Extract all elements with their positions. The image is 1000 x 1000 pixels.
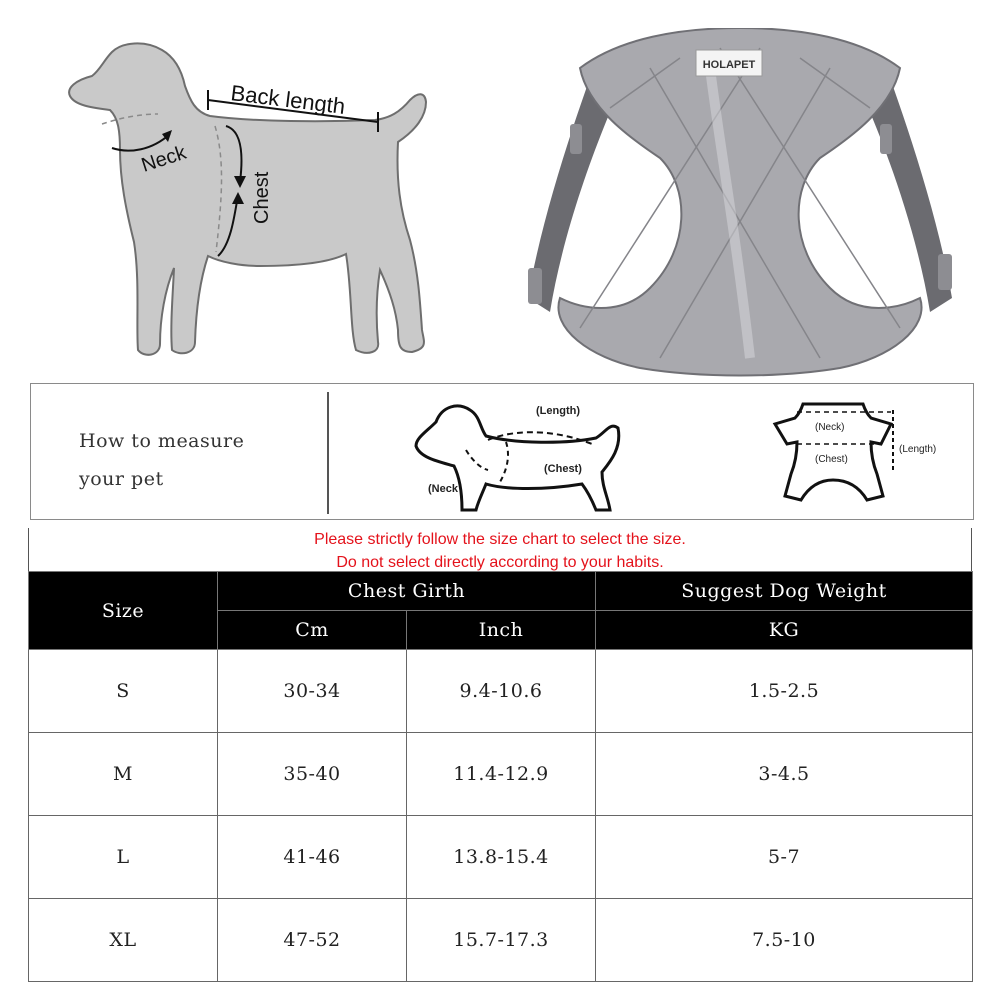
kg-cell: 3-4.5 [596,733,973,816]
neck-label: Neck [138,141,189,177]
right-upper-buckle [880,124,892,154]
weight-header: Suggest Dog Weight [596,572,973,611]
notice-line-2: Do not select directly according to your habits. [336,554,664,571]
cm-header: Cm [218,611,407,650]
table-row [29,816,973,899]
kg-cell: 5-7 [596,816,973,899]
harness-product-image [520,28,960,378]
back-length-label: Back length [229,80,347,119]
heading-line-2: your pet [79,468,164,490]
mini-neck-label: (Neck [428,483,458,495]
size-header: Size [29,572,218,650]
table-row [29,733,973,816]
brand-tag-text: HOLAPET [702,59,756,71]
mini-chest-label: (Chest) [544,463,582,475]
garment-neck-label: (Neck) [815,422,845,433]
size-cell: S [29,650,218,733]
inch-cell: 15.7-17.3 [407,899,596,982]
size-cell: XL [29,899,218,982]
right-lower-buckle [938,254,952,290]
garment-outline [775,404,891,500]
inch-cell: 9.4-10.6 [407,650,596,733]
left-lower-buckle [528,268,542,304]
garment-chest-label: (Chest) [815,454,848,465]
size-chart [28,528,972,1000]
kg-cell: 7.5-10 [596,899,973,982]
kg-cell: 1.5-2.5 [596,650,973,733]
cm-cell: 41-46 [218,816,407,899]
kg-header: KG [596,611,973,650]
cm-cell: 30-34 [218,650,407,733]
how-to-measure-heading [79,422,329,498]
chest-girth-header: Chest Girth [218,572,596,611]
dog-measurement-illustration [40,30,480,375]
size-cell: M [29,733,218,816]
strip-divider [327,392,329,514]
garment-diagram [731,394,961,514]
size-cell: L [29,816,218,899]
mini-length-label: (Length) [536,405,580,417]
chest-label: Chest [251,171,273,224]
mini-dog-diagram [396,392,636,517]
table-row [29,650,973,733]
garment-length-label: (Length) [899,444,937,455]
inch-header: Inch [407,611,596,650]
left-upper-buckle [570,124,582,154]
cm-cell: 35-40 [218,733,407,816]
inch-cell: 11.4-12.9 [407,733,596,816]
notice-line-1: Please strictly follow the size chart to select the size. [314,531,686,548]
cm-cell: 47-52 [218,899,407,982]
inch-cell: 13.8-15.4 [407,816,596,899]
size-notice [28,528,972,572]
size-table [28,571,973,982]
table-row [29,899,973,982]
how-to-measure-panel [30,383,974,520]
heading-line-1: How to measure [79,430,245,452]
